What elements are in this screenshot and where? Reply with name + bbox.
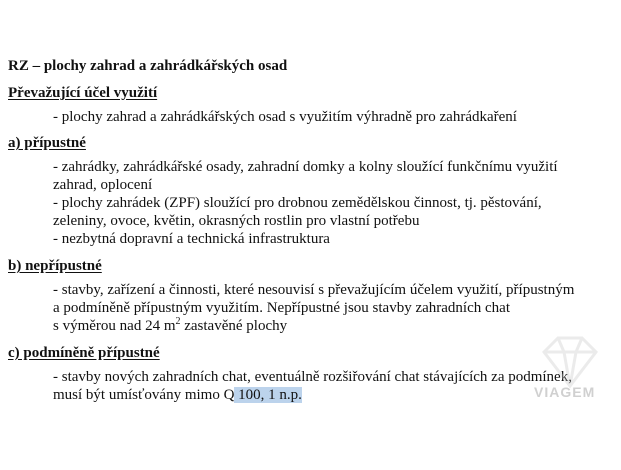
forbidden-area-line <box>53 317 287 335</box>
conditional-line-2 <box>53 386 302 404</box>
conditional-text: musí být umísťovány mimo Q <box>53 387 235 403</box>
conditional-line: - stavby nových zahradních chat, eventuálně rozšiřování chat stávajících za podmínek, <box>53 369 572 385</box>
forbidden-line: - stavby, zařízení a činnosti, které nesouvisí s převažujícím účelem využití, přípustným <box>53 282 575 298</box>
watermark-text: VIAGEM <box>534 384 596 400</box>
allowed-line: - plochy zahrádek (ZPF) sloužící pro drobnou zemědělskou činnost, tj. pěstování, <box>53 195 542 211</box>
allowed-line: zeleniny, ovoce, květin, okrasných rostlin pro vlastní potřebu <box>53 213 420 229</box>
allowed-line: - zahrádky, zahrádkářské osady, zahradní domky a kolny sloužící funkčnímu využití <box>53 159 558 175</box>
allowed-line: zahrad, oplocení <box>53 177 153 193</box>
highlighted-text[interactable]: 100, 1 n.p. <box>234 387 302 403</box>
page-title: RZ – plochy zahrad a zahrádkářských osad <box>8 58 288 74</box>
main-use-text: - plochy zahrad a zahrádkářských osad s využitím výhradně pro zahrádkaření <box>53 109 517 125</box>
main-use-heading: Převažující účel využití <box>8 85 158 101</box>
forbidden-heading: b) nepřípustné <box>8 258 102 274</box>
forbidden-area-text: s výměrou nad 24 m <box>53 318 176 334</box>
area-superscript: 2 <box>175 316 181 327</box>
forbidden-line: a podmíněně přípustným využitím. Nepřípustné jsou stavby zahradních chat <box>53 300 510 316</box>
allowed-heading: a) přípustné <box>8 135 86 151</box>
forbidden-area-suffix: zastavěné plochy <box>180 318 288 334</box>
conditional-heading: c) podmíněně přípustné <box>8 345 160 361</box>
allowed-line: - nezbytná dopravní a technická infrastruktura <box>53 231 330 247</box>
